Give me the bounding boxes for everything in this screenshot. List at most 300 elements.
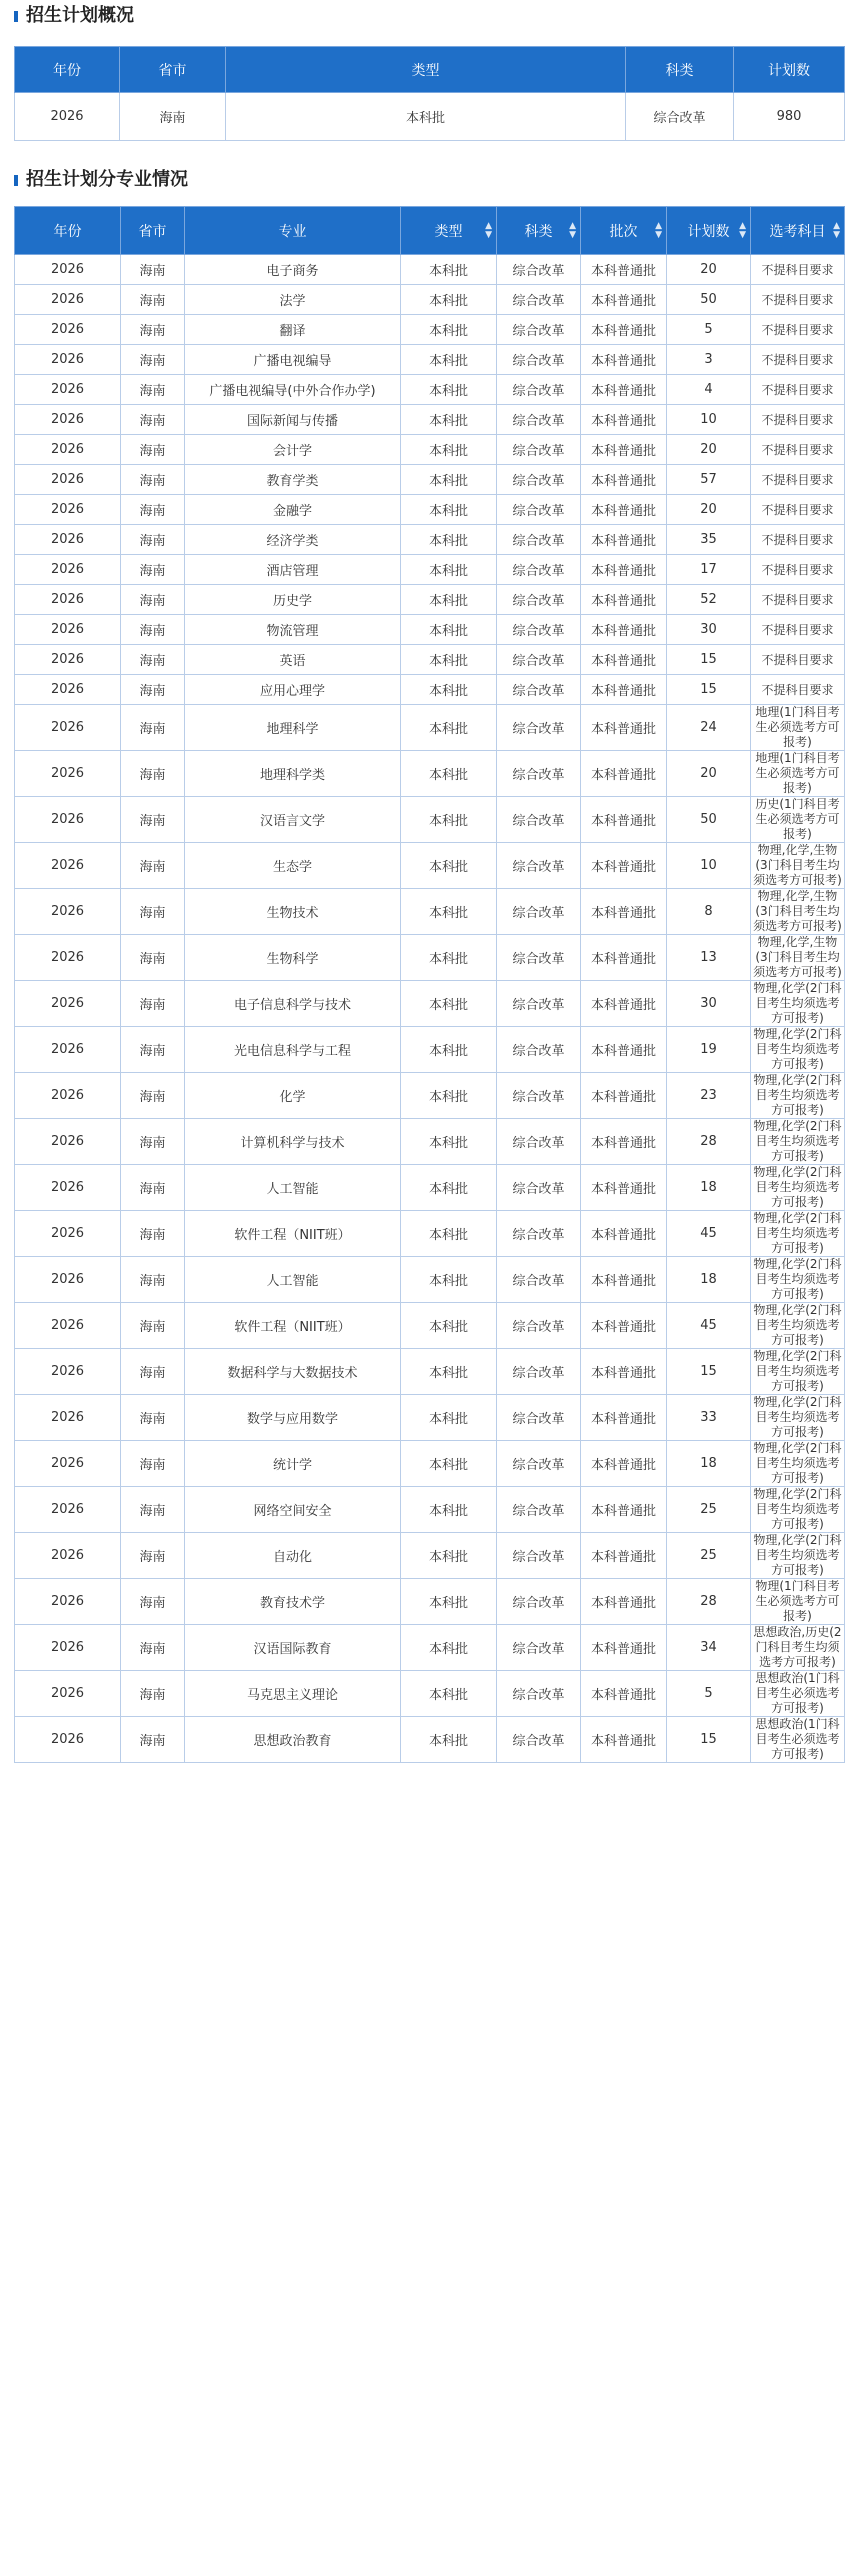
cell-1: 海南	[121, 645, 185, 675]
cell-2: 软件工程（NIIT班）	[185, 1211, 401, 1257]
cell-5: 本科普通批	[581, 1349, 667, 1395]
cell-5: 本科普通批	[581, 675, 667, 705]
cell-1: 海南	[121, 285, 185, 315]
cell-2: 教育学类	[185, 465, 401, 495]
table-row	[15, 751, 845, 797]
cell-5: 本科普通批	[581, 1165, 667, 1211]
cell-5: 本科普通批	[581, 1119, 667, 1165]
cell-3: 本科批	[401, 1257, 497, 1303]
cell-5: 本科普通批	[581, 1303, 667, 1349]
cell-3: 本科批	[401, 935, 497, 981]
cell-7: 不提科目要求	[751, 315, 845, 345]
table-row	[15, 675, 845, 705]
cell-7: 物理,化学(2门科目考生均须选考方可报考)	[751, 981, 845, 1027]
cell-5: 本科普通批	[581, 555, 667, 585]
cell-6: 25	[667, 1487, 751, 1533]
cell-5: 本科普通批	[581, 525, 667, 555]
cell-4: 综合改革	[497, 675, 581, 705]
cell-7: 不提科目要求	[751, 345, 845, 375]
detail-header-1	[121, 207, 185, 255]
cell-5: 本科普通批	[581, 1441, 667, 1487]
cell-1: 海南	[121, 981, 185, 1027]
cell-0: 2026	[15, 981, 121, 1027]
cell-2: 金融学	[185, 495, 401, 525]
cell-6: 30	[667, 615, 751, 645]
cell-6: 18	[667, 1441, 751, 1487]
cell-2: 电子信息科学与技术	[185, 981, 401, 1027]
cell-4: 综合改革	[497, 751, 581, 797]
cell-3: 本科批	[401, 1441, 497, 1487]
detail-header-5[interactable]	[581, 207, 667, 255]
cell-2: 数据科学与大数据技术	[185, 1349, 401, 1395]
cell-3: 本科批	[401, 1717, 497, 1763]
cell-2: 会计学	[185, 435, 401, 465]
cell-4: 综合改革	[497, 555, 581, 585]
cell-0: 2026	[15, 465, 121, 495]
cell-1: 海南	[121, 843, 185, 889]
cell-2: 历史学	[185, 585, 401, 615]
cell-2: 化学	[185, 1073, 401, 1119]
overview-section-title: 招生计划概况	[14, 6, 134, 26]
cell-5: 本科普通批	[581, 585, 667, 615]
table-row	[15, 435, 845, 465]
cell-5: 本科普通批	[581, 1257, 667, 1303]
cell-4: 综合改革	[497, 1395, 581, 1441]
table-row	[15, 1487, 845, 1533]
cell-2: 光电信息科学与工程	[185, 1027, 401, 1073]
cell-3: 本科批	[401, 1119, 497, 1165]
cell-4: 综合改革	[497, 435, 581, 465]
cell-6: 24	[667, 705, 751, 751]
cell-1: 海南	[121, 525, 185, 555]
detail-header-4[interactable]	[497, 207, 581, 255]
cell-4: 综合改革	[497, 315, 581, 345]
cell-0: 2026	[15, 1119, 121, 1165]
cell-7: 不提科目要求	[751, 405, 845, 435]
overview-cell-0: 2026	[15, 93, 120, 141]
cell-7: 不提科目要求	[751, 255, 845, 285]
cell-5: 本科普通批	[581, 1395, 667, 1441]
cell-1: 海南	[121, 1717, 185, 1763]
cell-4: 综合改革	[497, 1211, 581, 1257]
overview-header-0: 年份	[15, 47, 120, 93]
cell-0: 2026	[15, 495, 121, 525]
cell-6: 20	[667, 435, 751, 465]
cell-2: 翻译	[185, 315, 401, 345]
cell-5: 本科普通批	[581, 751, 667, 797]
cell-2: 思想政治教育	[185, 1717, 401, 1763]
cell-6: 10	[667, 405, 751, 435]
cell-0: 2026	[15, 555, 121, 585]
table-row	[15, 615, 845, 645]
cell-1: 海南	[121, 615, 185, 645]
cell-2: 物流管理	[185, 615, 401, 645]
cell-1: 海南	[121, 1119, 185, 1165]
overview-cell-4: 980	[734, 93, 845, 141]
table-row	[15, 1303, 845, 1349]
cell-3: 本科批	[401, 1165, 497, 1211]
cell-4: 综合改革	[497, 1073, 581, 1119]
cell-7: 物理(1门科目考生必须选考方可报考)	[751, 1579, 845, 1625]
cell-1: 海南	[121, 405, 185, 435]
cell-4: 综合改革	[497, 525, 581, 555]
cell-6: 13	[667, 935, 751, 981]
cell-1: 海南	[121, 315, 185, 345]
cell-1: 海南	[121, 1671, 185, 1717]
cell-6: 20	[667, 255, 751, 285]
cell-2: 广播电视编导	[185, 345, 401, 375]
sort-icon[interactable]: ▲ ▼	[569, 220, 576, 240]
table-row	[15, 525, 845, 555]
cell-2: 国际新闻与传播	[185, 405, 401, 435]
cell-7: 物理,化学(2门科目考生均须选考方可报考)	[751, 1441, 845, 1487]
cell-7: 物理,化学,生物(3门科目考生均须选考方可报考)	[751, 935, 845, 981]
cell-3: 本科批	[401, 1487, 497, 1533]
table-row	[15, 1165, 845, 1211]
cell-6: 30	[667, 981, 751, 1027]
cell-1: 海南	[121, 465, 185, 495]
cell-6: 15	[667, 645, 751, 675]
table-row	[15, 1717, 845, 1763]
table-row	[15, 645, 845, 675]
cell-1: 海南	[121, 375, 185, 405]
cell-5: 本科普通批	[581, 935, 667, 981]
detail-header-label: 年份	[53, 223, 82, 240]
cell-1: 海南	[121, 1349, 185, 1395]
cell-3: 本科批	[401, 465, 497, 495]
cell-7: 地理(1门科目考生必须选考方可报考)	[751, 705, 845, 751]
detail-header-7[interactable]	[751, 207, 845, 255]
cell-5: 本科普通批	[581, 645, 667, 675]
cell-5: 本科普通批	[581, 843, 667, 889]
cell-7: 物理,化学(2门科目考生均须选考方可报考)	[751, 1073, 845, 1119]
cell-4: 综合改革	[497, 465, 581, 495]
cell-7: 物理,化学,生物(3门科目考生均须选考方可报考)	[751, 889, 845, 935]
cell-4: 综合改革	[497, 375, 581, 405]
cell-2: 人工智能	[185, 1165, 401, 1211]
cell-5: 本科普通批	[581, 435, 667, 465]
cell-5: 本科普通批	[581, 1625, 667, 1671]
cell-7: 思想政治(1门科目考生必须选考方可报考)	[751, 1717, 845, 1763]
cell-0: 2026	[15, 375, 121, 405]
cell-4: 综合改革	[497, 889, 581, 935]
cell-2: 教育技术学	[185, 1579, 401, 1625]
cell-6: 45	[667, 1211, 751, 1257]
cell-7: 思想政治(1门科目考生必须选考方可报考)	[751, 1671, 845, 1717]
cell-1: 海南	[121, 1073, 185, 1119]
cell-1: 海南	[121, 585, 185, 615]
cell-6: 15	[667, 1349, 751, 1395]
cell-6: 20	[667, 495, 751, 525]
detail-header-label: 省市	[138, 223, 167, 240]
cell-5: 本科普通批	[581, 1579, 667, 1625]
cell-0: 2026	[15, 935, 121, 981]
cell-5: 本科普通批	[581, 345, 667, 375]
table-row	[15, 1349, 845, 1395]
cell-3: 本科批	[401, 797, 497, 843]
cell-4: 综合改革	[497, 843, 581, 889]
cell-0: 2026	[15, 843, 121, 889]
cell-4: 综合改革	[497, 1625, 581, 1671]
cell-5: 本科普通批	[581, 375, 667, 405]
cell-4: 综合改革	[497, 705, 581, 751]
cell-2: 法学	[185, 285, 401, 315]
cell-2: 酒店管理	[185, 555, 401, 585]
cell-5: 本科普通批	[581, 285, 667, 315]
detail-header-label: 科类	[524, 223, 553, 240]
table-row	[15, 981, 845, 1027]
cell-1: 海南	[121, 1395, 185, 1441]
sort-icon[interactable]: ▲ ▼	[739, 220, 746, 240]
cell-0: 2026	[15, 1165, 121, 1211]
cell-6: 57	[667, 465, 751, 495]
cell-5: 本科普通批	[581, 495, 667, 525]
cell-1: 海南	[121, 751, 185, 797]
detail-header-3[interactable]	[401, 207, 497, 255]
cell-2: 网络空间安全	[185, 1487, 401, 1533]
cell-2: 统计学	[185, 1441, 401, 1487]
cell-3: 本科批	[401, 1349, 497, 1395]
cell-2: 地理科学类	[185, 751, 401, 797]
cell-1: 海南	[121, 1303, 185, 1349]
detail-header-0	[15, 207, 121, 255]
cell-7: 不提科目要求	[751, 675, 845, 705]
detail-header-label: 批次	[609, 223, 638, 240]
cell-0: 2026	[15, 615, 121, 645]
cell-0: 2026	[15, 675, 121, 705]
cell-0: 2026	[15, 405, 121, 435]
cell-3: 本科批	[401, 435, 497, 465]
cell-4: 综合改革	[497, 495, 581, 525]
cell-1: 海南	[121, 495, 185, 525]
cell-3: 本科批	[401, 843, 497, 889]
cell-0: 2026	[15, 435, 121, 465]
overview-cell-1: 海南	[120, 93, 226, 141]
table-row	[15, 465, 845, 495]
cell-4: 综合改革	[497, 1165, 581, 1211]
table-row	[15, 1027, 845, 1073]
cell-3: 本科批	[401, 705, 497, 751]
cell-4: 综合改革	[497, 797, 581, 843]
cell-5: 本科普通批	[581, 465, 667, 495]
cell-4: 综合改革	[497, 1027, 581, 1073]
table-row	[15, 935, 845, 981]
sort-icon[interactable]: ▲ ▼	[655, 220, 662, 240]
sort-icon[interactable]: ▲ ▼	[485, 220, 492, 240]
cell-5: 本科普通批	[581, 705, 667, 751]
cell-0: 2026	[15, 345, 121, 375]
cell-1: 海南	[121, 1579, 185, 1625]
cell-4: 综合改革	[497, 1349, 581, 1395]
cell-5: 本科普通批	[581, 1027, 667, 1073]
cell-4: 综合改革	[497, 345, 581, 375]
cell-7: 思想政治,历史(2门科目考生均须选考方可报考)	[751, 1625, 845, 1671]
cell-2: 电子商务	[185, 255, 401, 285]
detail-header-6[interactable]	[667, 207, 751, 255]
cell-5: 本科普通批	[581, 1487, 667, 1533]
cell-5: 本科普通批	[581, 315, 667, 345]
cell-3: 本科批	[401, 751, 497, 797]
cell-0: 2026	[15, 1487, 121, 1533]
table-row	[15, 405, 845, 435]
cell-2: 英语	[185, 645, 401, 675]
cell-3: 本科批	[401, 1671, 497, 1717]
cell-4: 综合改革	[497, 981, 581, 1027]
cell-3: 本科批	[401, 345, 497, 375]
cell-6: 15	[667, 1717, 751, 1763]
overview-header-2: 类型	[226, 47, 626, 93]
cell-3: 本科批	[401, 1303, 497, 1349]
table-row	[15, 585, 845, 615]
cell-1: 海南	[121, 705, 185, 751]
cell-3: 本科批	[401, 1579, 497, 1625]
cell-0: 2026	[15, 1671, 121, 1717]
cell-1: 海南	[121, 1027, 185, 1073]
cell-1: 海南	[121, 797, 185, 843]
cell-7: 物理,化学(2门科目考生均须选考方可报考)	[751, 1395, 845, 1441]
cell-7: 不提科目要求	[751, 495, 845, 525]
cell-1: 海南	[121, 675, 185, 705]
cell-2: 生态学	[185, 843, 401, 889]
table-row	[15, 889, 845, 935]
cell-3: 本科批	[401, 285, 497, 315]
cell-4: 综合改革	[497, 1257, 581, 1303]
table-row	[15, 1533, 845, 1579]
cell-5: 本科普通批	[581, 981, 667, 1027]
cell-0: 2026	[15, 525, 121, 555]
cell-7: 物理,化学(2门科目考生均须选考方可报考)	[751, 1303, 845, 1349]
cell-3: 本科批	[401, 615, 497, 645]
cell-3: 本科批	[401, 405, 497, 435]
cell-6: 4	[667, 375, 751, 405]
cell-6: 20	[667, 751, 751, 797]
cell-7: 历史(1门科目考生必须选考方可报考)	[751, 797, 845, 843]
table-row	[15, 705, 845, 751]
cell-6: 18	[667, 1165, 751, 1211]
cell-5: 本科普通批	[581, 255, 667, 285]
cell-6: 19	[667, 1027, 751, 1073]
cell-0: 2026	[15, 751, 121, 797]
cell-5: 本科普通批	[581, 1717, 667, 1763]
detail-header-label: 专业	[278, 223, 307, 240]
cell-4: 综合改革	[497, 935, 581, 981]
table-row	[15, 1395, 845, 1441]
cell-3: 本科批	[401, 1395, 497, 1441]
detail-section-title: 招生计划分专业情况	[14, 170, 188, 190]
cell-3: 本科批	[401, 1027, 497, 1073]
cell-4: 综合改革	[497, 1671, 581, 1717]
cell-3: 本科批	[401, 375, 497, 405]
cell-7: 不提科目要求	[751, 375, 845, 405]
cell-4: 综合改革	[497, 405, 581, 435]
cell-2: 地理科学	[185, 705, 401, 751]
cell-1: 海南	[121, 889, 185, 935]
cell-4: 综合改革	[497, 285, 581, 315]
cell-3: 本科批	[401, 1073, 497, 1119]
cell-0: 2026	[15, 1717, 121, 1763]
cell-1: 海南	[121, 255, 185, 285]
detail-header-2	[185, 207, 401, 255]
cell-0: 2026	[15, 315, 121, 345]
cell-4: 综合改革	[497, 645, 581, 675]
overview-header-1: 省市	[120, 47, 226, 93]
cell-6: 50	[667, 797, 751, 843]
overview-table	[14, 46, 845, 141]
cell-3: 本科批	[401, 645, 497, 675]
cell-4: 综合改革	[497, 1119, 581, 1165]
table-row	[15, 345, 845, 375]
table-row	[15, 797, 845, 843]
cell-1: 海南	[121, 1625, 185, 1671]
cell-6: 45	[667, 1303, 751, 1349]
table-row	[15, 255, 845, 285]
cell-0: 2026	[15, 1579, 121, 1625]
cell-3: 本科批	[401, 255, 497, 285]
table-row	[15, 1257, 845, 1303]
cell-1: 海南	[121, 1441, 185, 1487]
cell-3: 本科批	[401, 315, 497, 345]
cell-7: 不提科目要求	[751, 465, 845, 495]
cell-6: 17	[667, 555, 751, 585]
overview-header-3: 科类	[626, 47, 734, 93]
detail-header-label: 类型	[434, 223, 463, 240]
cell-0: 2026	[15, 705, 121, 751]
cell-0: 2026	[15, 889, 121, 935]
cell-4: 综合改革	[497, 1303, 581, 1349]
cell-7: 不提科目要求	[751, 555, 845, 585]
cell-6: 10	[667, 843, 751, 889]
cell-2: 自动化	[185, 1533, 401, 1579]
cell-0: 2026	[15, 1395, 121, 1441]
cell-3: 本科批	[401, 981, 497, 1027]
detail-header-label: 计划数	[687, 223, 730, 240]
sort-icon[interactable]: ▲ ▼	[833, 220, 840, 240]
cell-1: 海南	[121, 1487, 185, 1533]
cell-5: 本科普通批	[581, 405, 667, 435]
table-row	[15, 1441, 845, 1487]
cell-0: 2026	[15, 1211, 121, 1257]
detail-header-label: 选考科目	[769, 223, 826, 240]
table-row	[15, 1119, 845, 1165]
cell-4: 综合改革	[497, 615, 581, 645]
detail-table	[14, 206, 845, 1763]
table-row	[15, 1579, 845, 1625]
overview-cell-3: 综合改革	[626, 93, 734, 141]
cell-2: 人工智能	[185, 1257, 401, 1303]
cell-6: 52	[667, 585, 751, 615]
cell-7: 物理,化学(2门科目考生均须选考方可报考)	[751, 1487, 845, 1533]
table-row	[15, 1211, 845, 1257]
cell-0: 2026	[15, 1625, 121, 1671]
cell-3: 本科批	[401, 585, 497, 615]
cell-3: 本科批	[401, 1211, 497, 1257]
cell-4: 综合改革	[497, 1579, 581, 1625]
cell-7: 物理,化学(2门科目考生均须选考方可报考)	[751, 1349, 845, 1395]
cell-5: 本科普通批	[581, 1073, 667, 1119]
cell-2: 汉语国际教育	[185, 1625, 401, 1671]
cell-0: 2026	[15, 1303, 121, 1349]
cell-7: 物理,化学(2门科目考生均须选考方可报考)	[751, 1211, 845, 1257]
cell-7: 不提科目要求	[751, 645, 845, 675]
cell-5: 本科普通批	[581, 1671, 667, 1717]
cell-6: 35	[667, 525, 751, 555]
cell-7: 物理,化学,生物(3门科目考生均须选考方可报考)	[751, 843, 845, 889]
cell-7: 物理,化学(2门科目考生均须选考方可报考)	[751, 1533, 845, 1579]
cell-7: 地理(1门科目考生必须选考方可报考)	[751, 751, 845, 797]
cell-1: 海南	[121, 555, 185, 585]
cell-7: 物理,化学(2门科目考生均须选考方可报考)	[751, 1027, 845, 1073]
cell-6: 25	[667, 1533, 751, 1579]
